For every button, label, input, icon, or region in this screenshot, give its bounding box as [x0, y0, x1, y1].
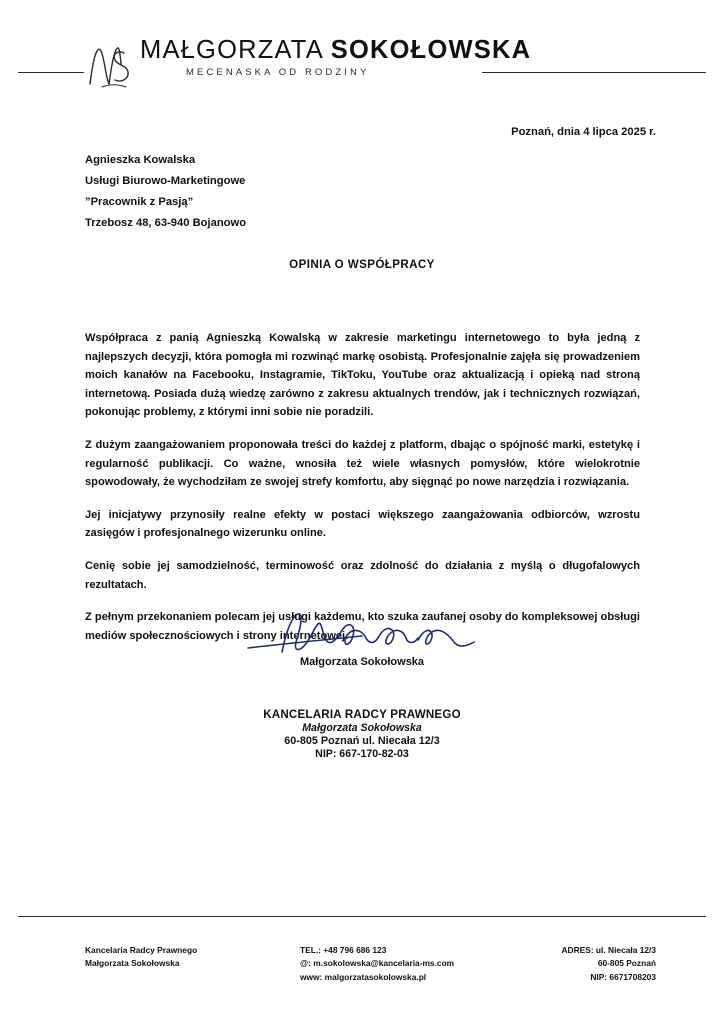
- footer-address-label: ADRES:: [561, 945, 594, 955]
- footer-address-city: 60-805 Poznań: [597, 958, 656, 969]
- page-title: OPINIA O WSPÓŁPRACY: [289, 258, 435, 271]
- footer-company-line-2: Małgorzata Sokołowska: [85, 958, 180, 969]
- office-stamp: [0, 708, 724, 760]
- footer-address: [562, 944, 657, 984]
- footer-company-line-1: Kancelaria Radcy Prawnego: [85, 945, 198, 955]
- handwritten-signature-icon: [242, 608, 482, 660]
- footer-divider: [18, 916, 706, 917]
- letterhead: [0, 34, 724, 96]
- stamp-line-4: NIP: 667-170-82-03: [315, 748, 409, 760]
- paragraph: Cenię sobie jej samodzielność, terminowość oraz zdolność do działania z myślą o długofalowych rezultatach.: [85, 560, 640, 591]
- addressee-line: Agnieszka Kowalska: [85, 154, 196, 166]
- letter-body: [85, 318, 640, 645]
- footer-address-street: [562, 944, 657, 957]
- footer-company: [85, 944, 197, 971]
- stamp-line-1: KANCELARIA RADCY PRAWNEGO: [263, 708, 461, 721]
- footer-website-value[interactable]: malgorzatasokolowska.pl: [322, 971, 427, 982]
- signature-block: [0, 608, 724, 668]
- footer-address-value: ul. Niecała 12/3: [593, 945, 656, 955]
- letterhead-name: [140, 36, 531, 65]
- letterhead-rule-left: [18, 72, 84, 73]
- addressee-line: Trzebosz 48, 63-940 Bojanowo: [85, 217, 247, 229]
- footer-email-label: @:: [300, 958, 311, 969]
- footer-nip: NIP: 6671708203: [590, 971, 656, 982]
- letterhead-last-name: SOKOŁOWSKA: [330, 36, 532, 64]
- paragraph: Z pełnym przekonaniem polecam jej usługi każdemu, kto szuka zaufanej osoby do kompleksowej obsługi mediów społecznościowych i strony internetowej.: [85, 611, 640, 642]
- footer-website[interactable]: [300, 971, 454, 984]
- paragraph: Jej inicjatywy przynosiły realne efekty w postaci większego zaangażowania odbiorców, wzrostu zasięgów i profesjonalnego wizerunku online.: [85, 508, 640, 540]
- addressee-block: [85, 150, 246, 234]
- letterhead-tagline: MECENASKA OD RODZINY: [186, 67, 370, 78]
- footer-website-label: www:: [300, 971, 323, 982]
- monogram-logo-icon: [84, 40, 136, 92]
- addressee-line: ”Pracownik z Pasją”: [85, 196, 194, 208]
- letterhead-rule-right: [482, 72, 706, 73]
- footer-email-value[interactable]: m.sokolowska@kancelaria-ms.com: [310, 958, 455, 969]
- footer-tel-label: TEL.:: [300, 945, 321, 955]
- stamp-line-2: Małgorzata Sokołowska: [302, 722, 422, 734]
- paragraph: Z dużym zaangażowaniem proponowała treści do każdej z platform, dbając o spójność marki, estetykę i regularność publikacji. Co ważne, wnosiła też wiele własnych pomysłów, które wielokrotnie spowodowały, że wychodziłam ze swojej strefy komfortu, aby sięgnąć po nowe narzędzia i rozwiązania.: [85, 439, 640, 489]
- footer-tel-value: +48 796 686 123: [320, 945, 387, 955]
- footer-contact: [300, 944, 454, 984]
- footer-email[interactable]: [300, 957, 454, 970]
- signature-name: Małgorzata Sokołowska: [299, 656, 425, 668]
- letterhead-first-name: MAŁGORZATA: [140, 36, 331, 64]
- paragraph: Współpraca z panią Agnieszką Kowalską w zakresie marketingu internetowego to była jedną z najlepszych decyzji, która pomogła mi rozwinąć markę osobistą. Profesjonalnie zajęła się prowadzeniem moich kanałów na Facebooku, Instagramie, TikToku, YouTube oraz aktualizacją i opieką nad stroną internetową. Posiada dużą wiedzę zarówno z zakresu aktualnych trendów, jak i technicznych rozwiązań, pokonując problemy, z którymi inni sobie nie poradzili.: [85, 332, 640, 419]
- footer-tel: [300, 944, 454, 957]
- stamp-line-3: 60-805 Poznań ul. Niecała 12/3: [284, 735, 440, 747]
- date-line: Poznań, dnia 4 lipca 2025 r.: [511, 126, 656, 138]
- addressee-line: Usługi Biurowo-Marketingowe: [85, 175, 246, 187]
